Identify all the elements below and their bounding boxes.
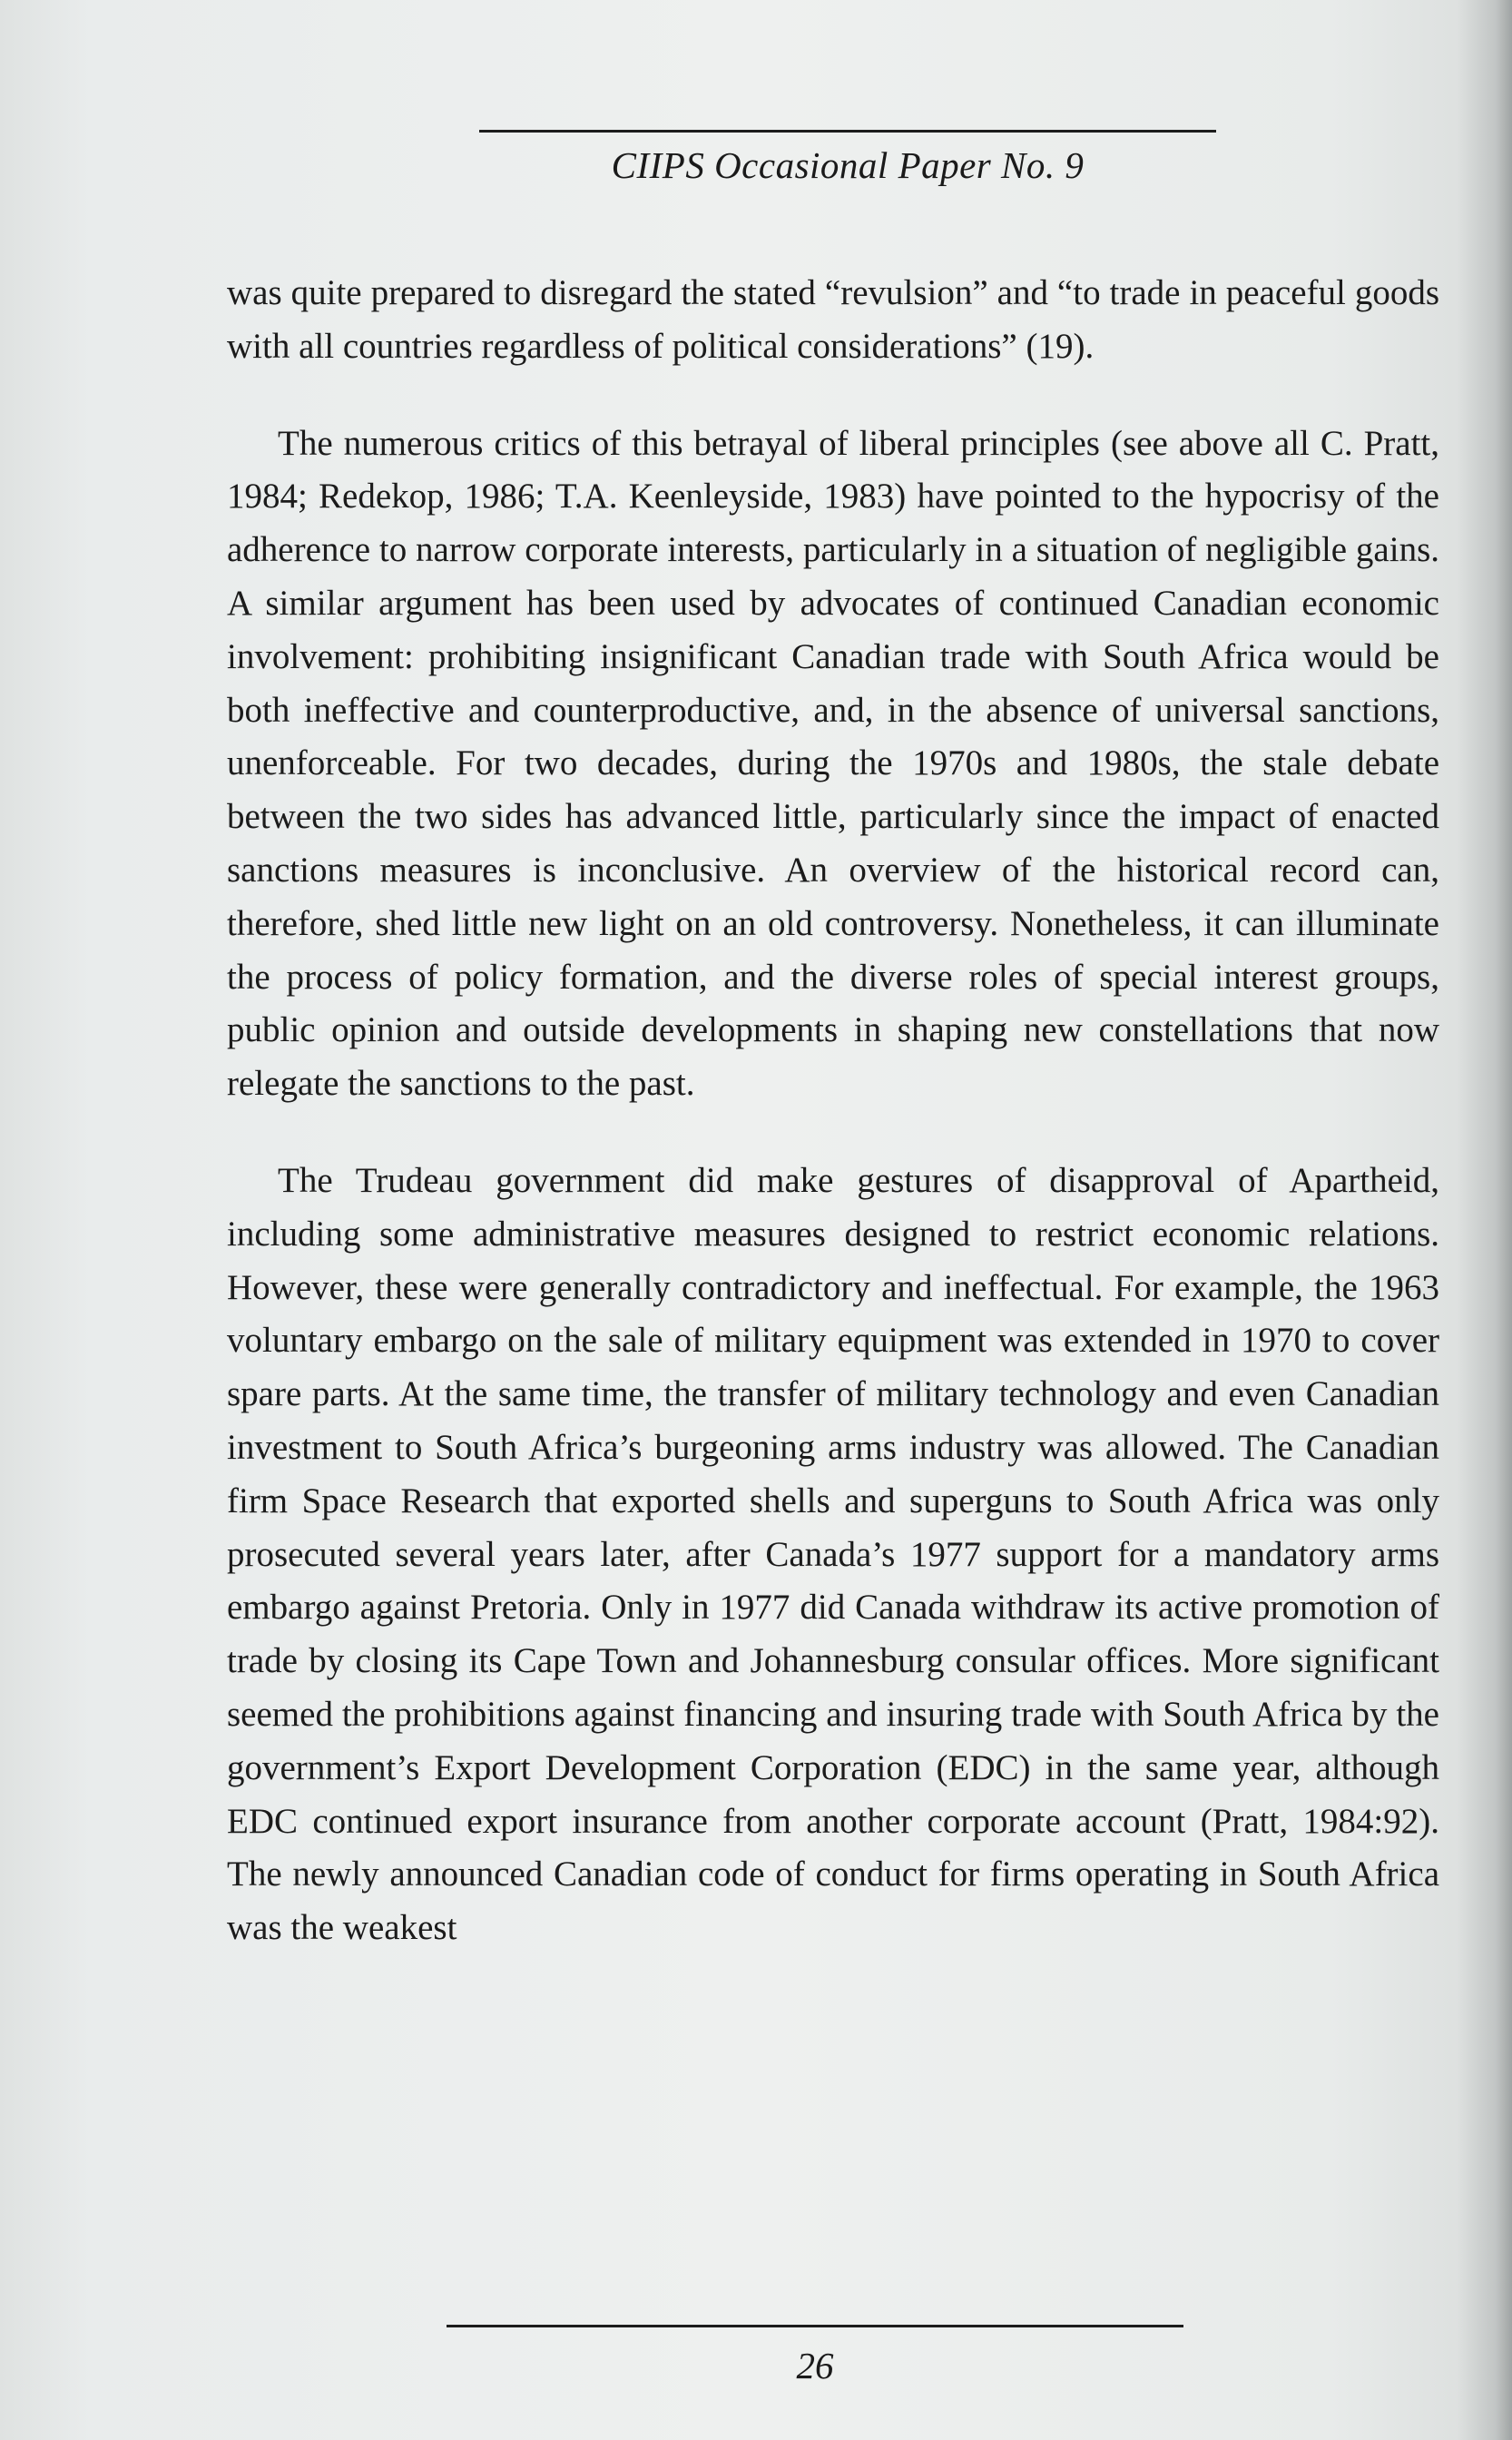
running-head: CIIPS Occasional Paper No. 9 [611, 144, 1085, 186]
paragraph-trudeau-government: The Trudeau government did make gestures of disapproval of Apartheid, including some administrative measures designed to restrict economic relations. However, these were generally contradictory and ineffectual. For example, the 1963 voluntary embargo on the sale of military equipment was extended in 1970 to cover spare parts. At the same time, the transfer of military technology and even Canadian investment to South Africa’s burgeoning arms industry was allowed. The Canadian firm Space Research that exported shells and superguns to South Africa was only prosecuted several years later, after Canada’s 1977 support for a mandatory arms embargo against Pretoria. Only in 1977 did Canada withdraw its active promotion of trade by closing its Cape Town and Johannesburg consular offices. More significant seemed the prohibitions against financing and insuring trade with South Africa by the government’s Export Development Corporation (EDC) in the same year, although EDC continued export insurance from another corporate account (Pratt, 1984:92). The newly announced Canadian code of conduct for firms operating in South Africa was the weakest [227, 1160, 1439, 1948]
footer-rule [447, 2325, 1183, 2327]
page-edge-shadow [1458, 0, 1512, 2440]
paragraph-continued: was quite prepared to disregard the stated “revulsion” and “to trade in peaceful goods with all countries regardless of political considerations” (19). [227, 273, 1439, 366]
body-text [227, 267, 1439, 1999]
header-rule [479, 130, 1216, 133]
paragraph-critics: The numerous critics of this betrayal of liberal principles (see above all C. Pratt, 1984; Redekop, 1986; T.A. Keenleyside, 1983) have pointed to the hypocrisy of the adherence to narrow corporate interests, particularly in a situation of negligible gains. A similar argument has been used by advocates of continued Canadian economic involvement: prohibiting insignificant Canadian trade with South Africa would be both ineffective and counterproductive, and, in the absence of universal sanctions, unenforceable. For two decades, during the 1970s and 1980s, the stale debate between the two sides has advanced little, particularly since the impact of enacted sanctions measures is inconclusive. An overview of the historical record can, therefore, shed little new light on an old controversy. Nonetheless, it can illuminate the process of policy formation, and the diverse roles of special interest groups, public opinion and outside developments in shaping new constellations that now relegate the sanctions to the past. [227, 423, 1439, 1104]
page-number: 26 [796, 2345, 834, 2386]
